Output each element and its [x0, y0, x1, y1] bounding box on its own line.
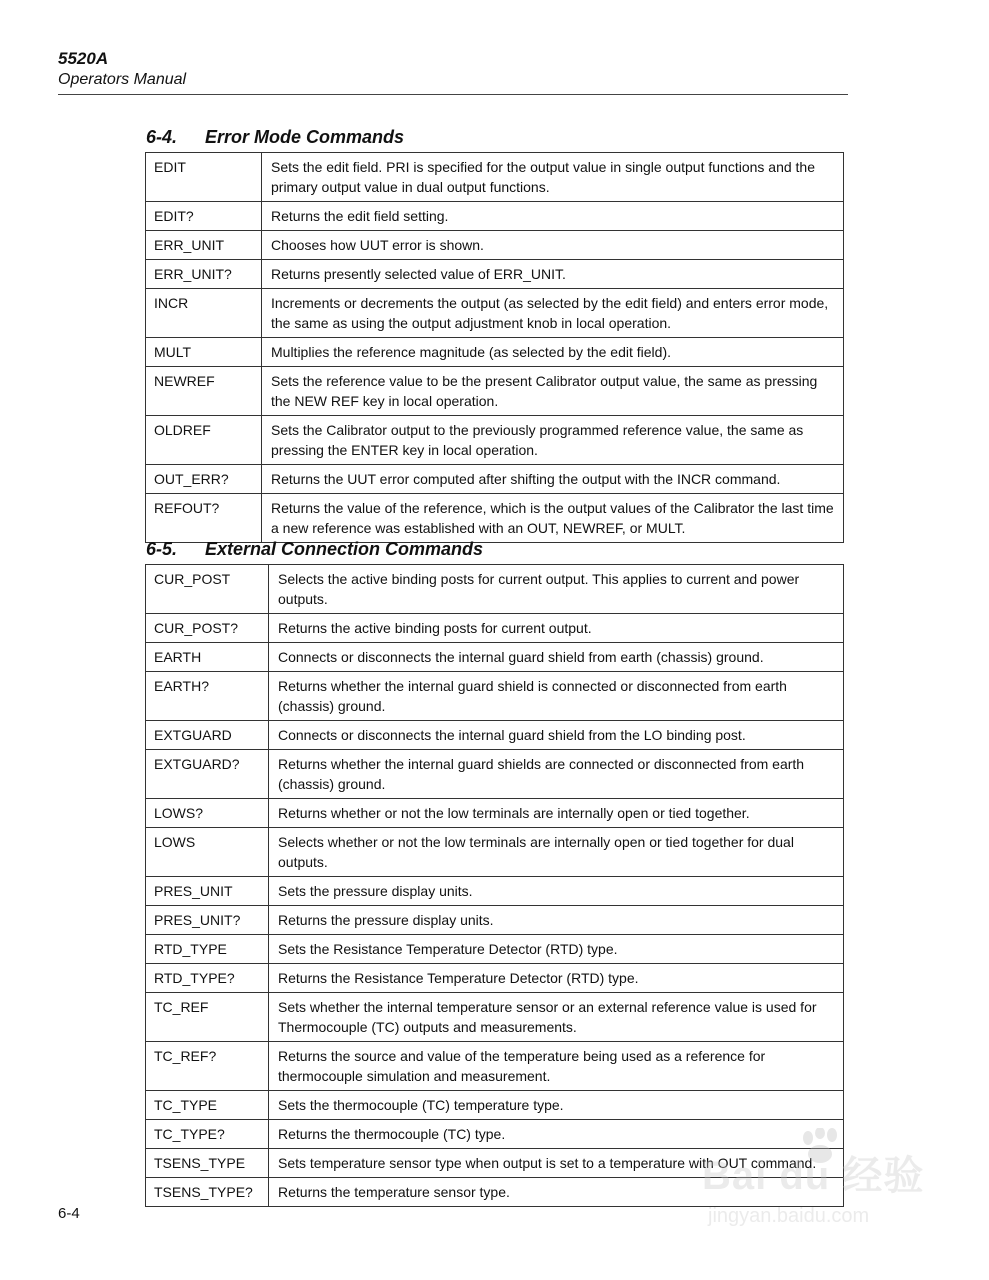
command-name: EXTGUARD? [146, 750, 269, 799]
command-description: Returns the value of the reference, which is the output values of the Calibrator the last time a new reference was established with an OUT, NEWREF, or MULT. [262, 494, 844, 543]
table-row [146, 964, 844, 993]
command-name: MULT [146, 338, 262, 367]
table-row [146, 1091, 844, 1120]
command-description: Returns whether the internal guard shields are connected or disconnected from earth (chassis) ground. [269, 750, 844, 799]
command-name: TC_TYPE [146, 1091, 269, 1120]
table-row [146, 643, 844, 672]
table-row [146, 494, 844, 543]
command-description: Sets the Calibrator output to the previously programmed reference value, the same as pressing the ENTER key in local operation. [262, 416, 844, 465]
error-mode-commands-table [145, 152, 844, 543]
table-row [146, 993, 844, 1042]
command-description: Sets the edit field. PRI is specified for the output value in single output functions and the primary output value in dual output functions. [262, 153, 844, 202]
external-connection-commands-table [145, 564, 844, 1207]
command-name: CUR_POST? [146, 614, 269, 643]
command-name: TC_REF? [146, 1042, 269, 1091]
command-description: Returns the thermocouple (TC) type. [269, 1120, 844, 1149]
table-row [146, 935, 844, 964]
table-row [146, 565, 844, 614]
command-name: OUT_ERR? [146, 465, 262, 494]
command-description: Sets the Resistance Temperature Detector (RTD) type. [269, 935, 844, 964]
command-name: EXTGUARD [146, 721, 269, 750]
table-row [146, 202, 844, 231]
table-row [146, 260, 844, 289]
section-heading-external-connection [146, 538, 483, 560]
page-header [58, 48, 848, 90]
manual-title: Operators Manual [58, 71, 187, 88]
table-row [146, 828, 844, 877]
command-description: Returns the Resistance Temperature Detector (RTD) type. [269, 964, 844, 993]
command-description: Returns whether the internal guard shield is connected or disconnected from earth (chassis) ground. [269, 672, 844, 721]
table-row [146, 289, 844, 338]
table-row [146, 721, 844, 750]
command-description: Sets the reference value to be the present Calibrator output value, the same as pressing the NEW REF key in local operation. [262, 367, 844, 416]
command-description: Increments or decrements the output (as selected by the edit field) and enters error mode, the same as using the output adjustment knob in local operation. [262, 289, 844, 338]
table-row [146, 614, 844, 643]
watermark [702, 1128, 942, 1238]
command-name: EARTH [146, 643, 269, 672]
section-number: 6-5. [146, 539, 178, 559]
header-divider [58, 94, 848, 95]
command-description: Selects whether or not the low terminals are internally open or tied together for dual outputs. [269, 828, 844, 877]
table-row [146, 231, 844, 260]
watermark-brand: Bai du 经验 [702, 1154, 925, 1198]
section-title: Error Mode Commands [205, 127, 405, 147]
command-name: TSENS_TYPE [146, 1149, 269, 1178]
command-description: Selects the active binding posts for current output. This applies to current and power outputs. [269, 565, 844, 614]
command-name: REFOUT? [146, 494, 262, 543]
table-row [146, 672, 844, 721]
command-name: EDIT [146, 153, 262, 202]
table-row [146, 367, 844, 416]
table-row [146, 906, 844, 935]
table-row [146, 750, 844, 799]
section-title: External Connection Commands [205, 539, 484, 559]
command-description: Sets the pressure display units. [269, 877, 844, 906]
command-description: Returns the pressure display units. [269, 906, 844, 935]
command-description: Returns the UUT error computed after shifting the output with the INCR command. [262, 465, 844, 494]
command-description: Returns whether or not the low terminals are internally open or tied together. [269, 799, 844, 828]
watermark-url: jingyan.baidu.com [708, 1205, 870, 1227]
table-row [146, 1042, 844, 1091]
command-name: LOWS [146, 828, 269, 877]
command-description: Chooses how UUT error is shown. [262, 231, 844, 260]
manual-model: 5520A [58, 49, 109, 68]
command-name: TSENS_TYPE? [146, 1178, 269, 1207]
command-name: RTD_TYPE? [146, 964, 269, 993]
table-row [146, 465, 844, 494]
command-description: Connects or disconnects the internal guard shield from earth (chassis) ground. [269, 643, 844, 672]
command-name: PRES_UNIT [146, 877, 269, 906]
command-description: Connects or disconnects the internal guard shield from the LO binding post. [269, 721, 844, 750]
command-description: Returns the edit field setting. [262, 202, 844, 231]
command-description: Returns the temperature sensor type. [269, 1178, 844, 1207]
section-number: 6-4. [146, 127, 178, 147]
table-row [146, 877, 844, 906]
table-row [146, 338, 844, 367]
command-name: LOWS? [146, 799, 269, 828]
command-name: ERR_UNIT [146, 231, 262, 260]
command-description: Multiplies the reference magnitude (as selected by the edit field). [262, 338, 844, 367]
command-name: TC_REF [146, 993, 269, 1042]
command-name: INCR [146, 289, 262, 338]
command-description: Sets the thermocouple (TC) temperature type. [269, 1091, 844, 1120]
table-row [146, 416, 844, 465]
command-name: NEWREF [146, 367, 262, 416]
command-name: EDIT? [146, 202, 262, 231]
command-name: OLDREF [146, 416, 262, 465]
command-name: EARTH? [146, 672, 269, 721]
command-description: Returns presently selected value of ERR_UNIT. [262, 260, 844, 289]
section-heading-error-mode [146, 126, 404, 148]
table-row [146, 799, 844, 828]
command-description: Returns the active binding posts for current output. [269, 614, 844, 643]
command-description: Sets temperature sensor type when output is set to a temperature with OUT command. [269, 1149, 844, 1178]
command-name: TC_TYPE? [146, 1120, 269, 1149]
command-description: Sets whether the internal temperature sensor or an external reference value is used for Thermocouple (TC) outputs and measurements. [269, 993, 844, 1042]
command-name: CUR_POST [146, 565, 269, 614]
command-name: RTD_TYPE [146, 935, 269, 964]
page-number: 6-4 [58, 1205, 80, 1222]
table-row [146, 153, 844, 202]
command-name: ERR_UNIT? [146, 260, 262, 289]
command-description: Returns the source and value of the temperature being used as a reference for thermocouple simulation and measurement. [269, 1042, 844, 1091]
command-name: PRES_UNIT? [146, 906, 269, 935]
